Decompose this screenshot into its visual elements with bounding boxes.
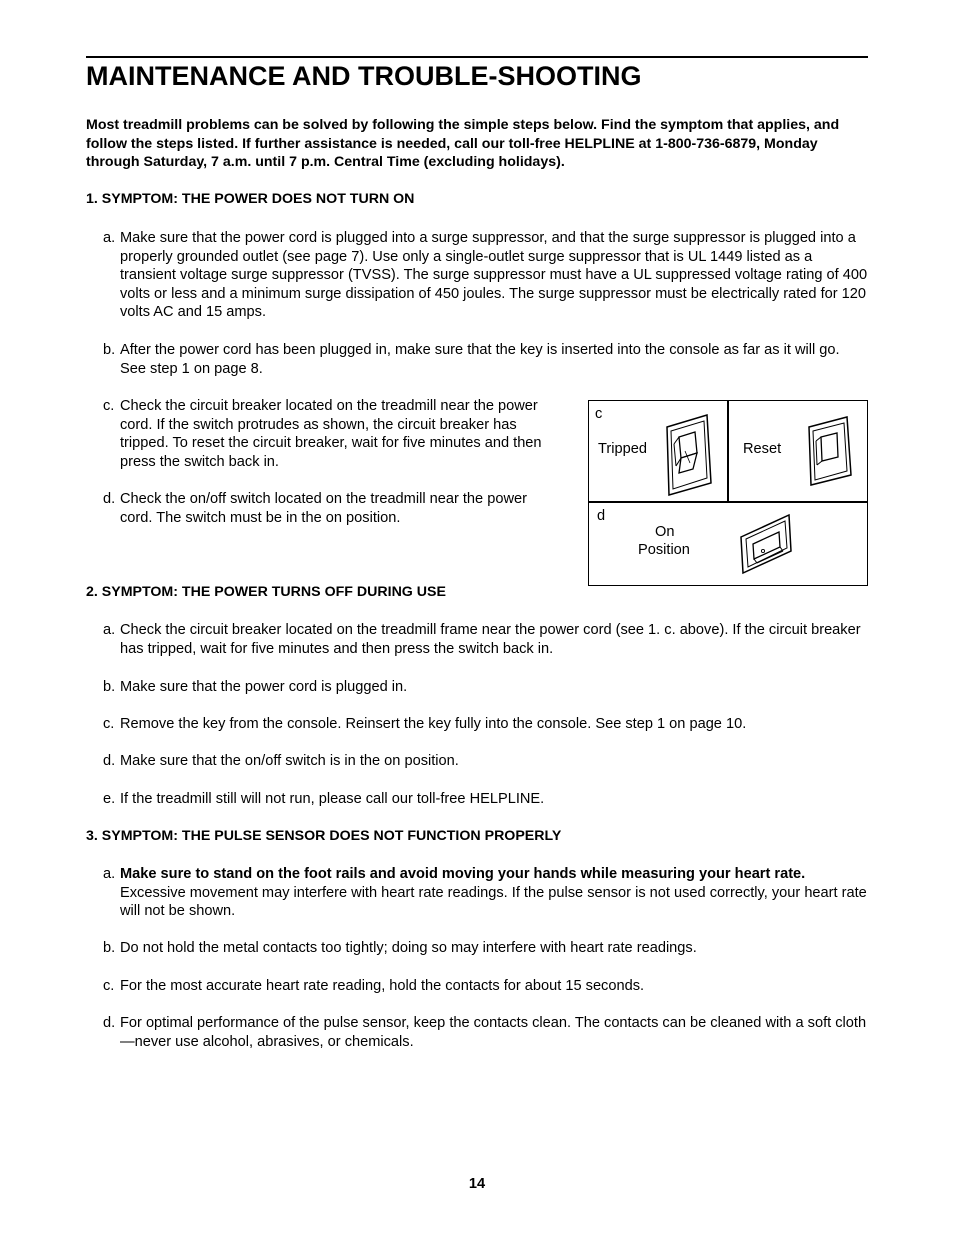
position-label: Position <box>638 542 690 558</box>
on-label: On <box>655 524 675 540</box>
item-letter: b. <box>103 679 116 695</box>
reset-switch-icon <box>805 413 855 489</box>
item-letter: c. <box>103 978 115 994</box>
reset-label: Reset <box>743 441 782 457</box>
item-letter: b. <box>103 342 116 358</box>
symptom-3-heading: 3. SYMPTOM: THE PULSE SENSOR DOES NOT FUNCTION PROPERLY <box>86 828 562 844</box>
symptom-2-heading: 2. SYMPTOM: THE POWER TURNS OFF DURING USE <box>86 584 446 600</box>
item-letter: a. <box>103 866 116 882</box>
item-letter: d. <box>103 491 116 507</box>
symptom-3-item-d <box>103 1014 868 1051</box>
page-title: MAINTENANCE AND TROUBLE-SHOOTING <box>86 61 642 91</box>
figure-label-c: c <box>595 406 603 422</box>
symptom-3-item-a <box>103 865 868 921</box>
figure-divider-horizontal <box>589 501 867 503</box>
item-letter: a. <box>103 230 116 246</box>
circuit-breaker-figure <box>588 400 868 586</box>
item-text: If the treadmill still will not run, please call our toll-free HELPLINE. <box>120 791 545 807</box>
symptom-1-item-c <box>103 397 543 471</box>
item-letter: d. <box>103 1015 116 1031</box>
item-text: Make sure that the power cord is plugged into a surge suppressor, and that the surge suppressor is plugged into a properly grounded outlet (see page 7). Use only a single-outlet surge suppressor that is UL 1449 listed as a transient voltage surge suppressor (TVSS). The surge suppressor must have a UL suppressed voltage rating of 400 volts or less and a minimum surge dissipation of 450 joules. The surge suppressor must be electrically rated for 120 volts AC and 15 amps. <box>120 230 868 320</box>
item-text: Do not hold the metal contacts too tightly; doing so may interfere with heart rate readings. <box>120 940 697 956</box>
item-letter: c. <box>103 716 115 732</box>
item-letter: d. <box>103 753 116 769</box>
item-text: Remove the key from the console. Reinsert the key fully into the console. See step 1 on page 10. <box>120 716 747 732</box>
item-text: For optimal performance of the pulse sensor, keep the contacts clean. The contacts can be cleaned with a soft cloth—never use alcohol, abrasives, or chemicals. <box>120 1015 867 1050</box>
figure-divider-vertical <box>727 401 729 502</box>
item-text: For the most accurate heart rate reading, hold the contacts for about 15 seconds. <box>120 978 645 994</box>
item-letter: b. <box>103 940 116 956</box>
page-number: 14 <box>468 1176 486 1192</box>
intro-paragraph: Most treadmill problems can be solved by following the simple steps below. Find the symptom that applies, and follow the steps listed. If further assistance is needed, call our toll-free HELPLINE at 1-800-736-6879, Monday through Saturday, 7 a.m. until 7 p.m. Central Time (excluding holidays). <box>86 117 840 170</box>
tripped-label: Tripped <box>598 441 647 457</box>
item-plain-text: Excessive movement may interfere with heart rate readings. If the pulse sensor is not used correctly, your heart rate will not be shown. <box>120 884 867 919</box>
symptom-1-item-d <box>103 490 543 527</box>
symptom-2-item-a <box>103 621 868 658</box>
item-letter: e. <box>103 791 116 807</box>
symptom-2-item-e <box>103 790 868 809</box>
symptom-2-item-b <box>103 678 868 697</box>
item-text: Make sure that the on/off switch is in the on position. <box>120 753 459 769</box>
item-bold-text: Make sure to stand on the foot rails and avoid moving your hands while measuring your heart rate. <box>120 866 806 882</box>
item-text: Make sure that the power cord is plugged in. <box>120 679 408 695</box>
symptom-2-item-d <box>103 752 868 771</box>
symptom-1-heading: 1. SYMPTOM: THE POWER DOES NOT TURN ON <box>86 191 415 207</box>
item-letter: a. <box>103 622 116 638</box>
item-letter: c. <box>103 398 115 414</box>
figure-label-d: d <box>597 508 606 524</box>
top-rule <box>86 56 868 58</box>
item-text: Check the on/off switch located on the treadmill near the power cord. The switch must be in the on position. <box>120 491 527 526</box>
item-text <box>120 865 868 921</box>
on-off-switch-icon <box>737 511 795 575</box>
item-text: Check the circuit breaker located on the treadmill near the power cord. If the switch protrudes as shown, the circuit breaker has tripped. To reset the circuit breaker, wait for five minutes and then press the switch back in. <box>120 398 542 470</box>
symptom-3-item-c <box>103 977 868 996</box>
symptom-1-item-b <box>103 341 868 378</box>
item-text: After the power cord has been plugged in, make sure that the key is inserted into the console as far as it will go. See step 1 on page 8. <box>120 342 840 377</box>
item-text: Check the circuit breaker located on the treadmill frame near the power cord (see 1. c. above). If the circuit breaker has tripped, wait for five minutes and then press the switch back in. <box>120 622 861 657</box>
symptom-2-item-c <box>103 715 868 734</box>
symptom-3-item-b <box>103 939 868 958</box>
tripped-switch-icon <box>663 411 715 497</box>
symptom-1-item-a <box>103 229 868 322</box>
